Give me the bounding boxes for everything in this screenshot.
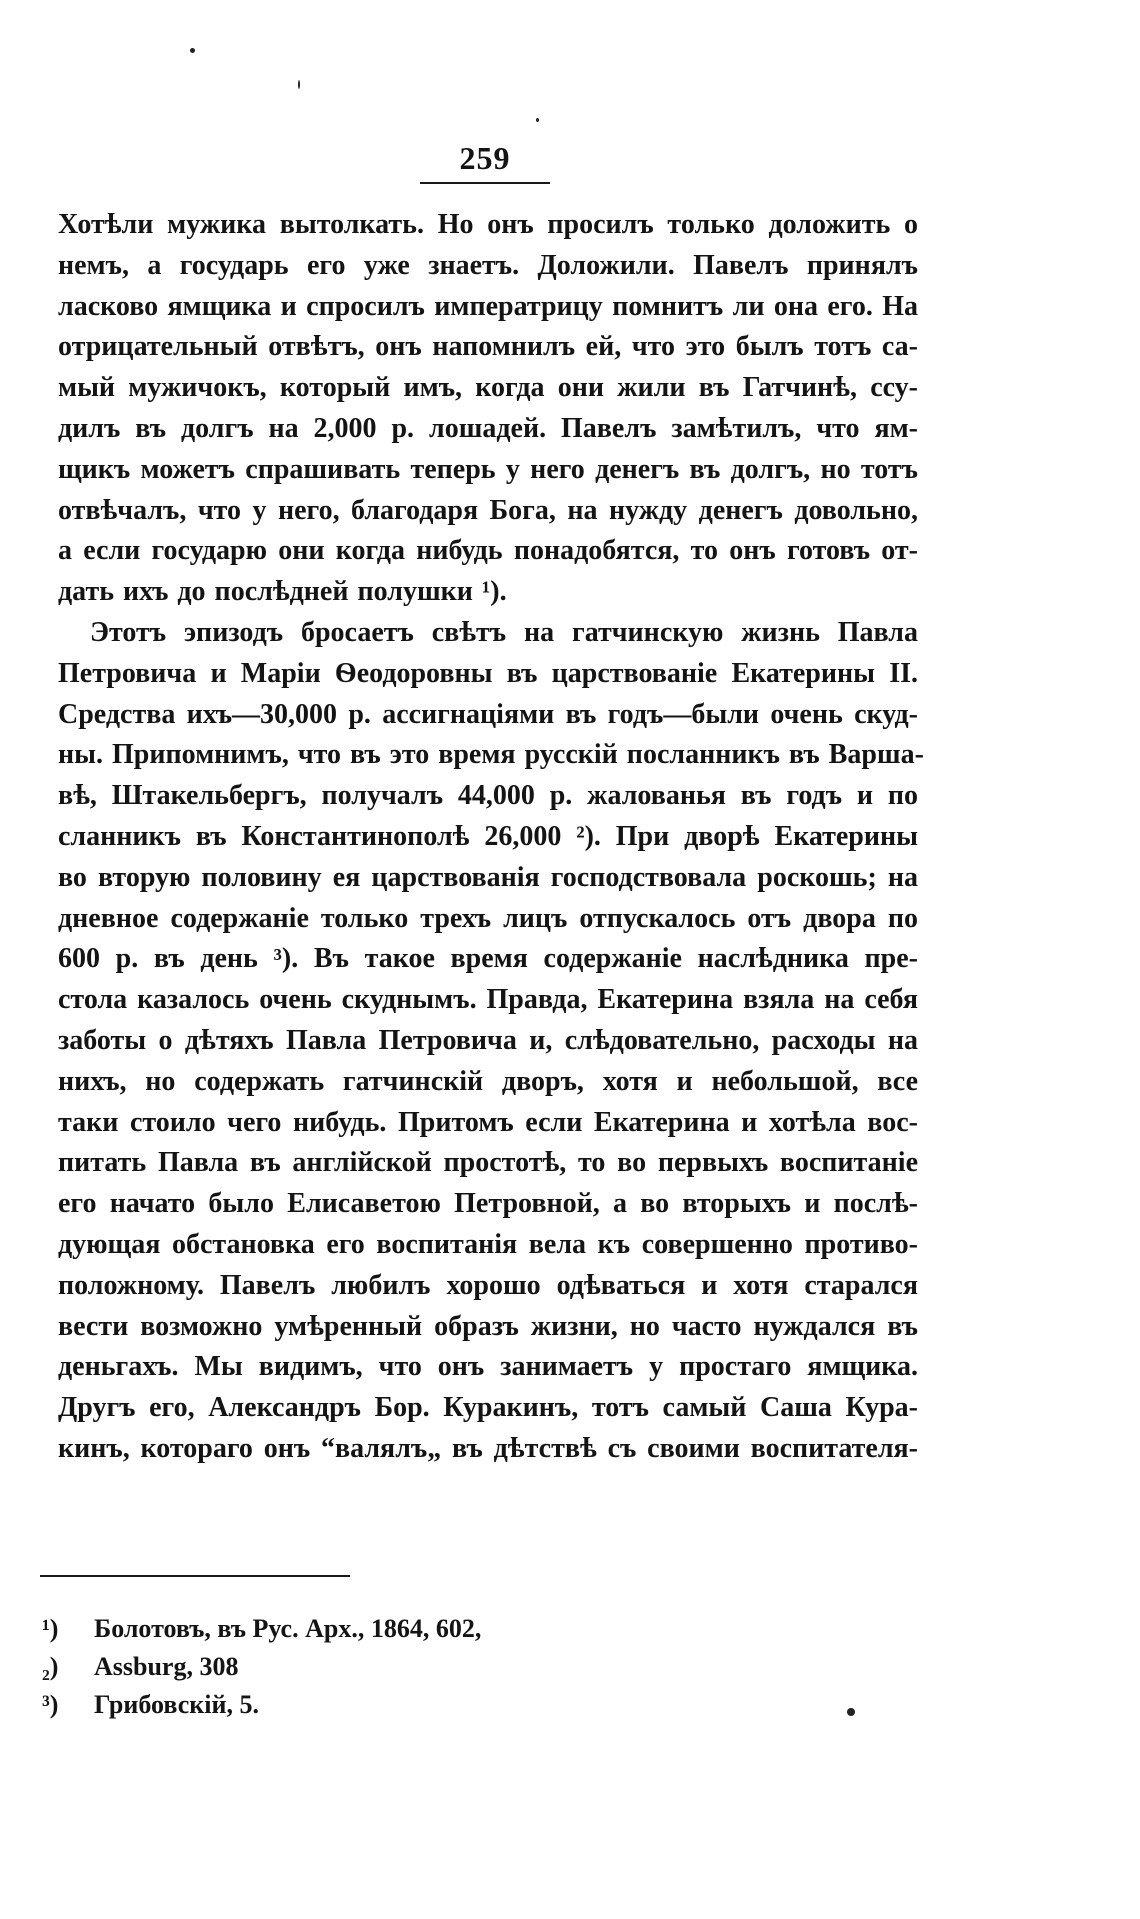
- text-line: Петровича и Маріи Ѳеодоровны въ царствованіе Екатерины II.: [58, 657, 918, 689]
- scan-speck: [536, 118, 539, 122]
- scan-speck: [298, 80, 300, 89]
- body-text: [58, 205, 924, 1470]
- text-line: мый мужичокъ, который имъ, когда они жили въ Гатчинѣ, ссу-: [58, 372, 918, 404]
- footnote-marker: ¹): [42, 1614, 59, 1643]
- page-number-underline: [420, 182, 550, 184]
- text-line: положному. Павелъ любилъ хорошо одѣваться и хотя старался: [58, 1269, 918, 1301]
- footnote-separator: [40, 1575, 350, 1577]
- text-line: немъ, а государь его уже знаетъ. Доложили. Павелъ принялъ: [58, 249, 918, 281]
- text-line: дневное содержаніе только трехъ лицъ отпускалось отъ двора по: [58, 902, 918, 934]
- text-line: Другъ его, Александръ Бор. Куракинъ, тотъ самый Саша Кура-: [58, 1392, 918, 1424]
- text-line: отрицательный отвѣтъ, онъ напомнилъ ей, что это былъ тотъ са-: [58, 331, 918, 363]
- text-line: таки стоило чего нибудь. Притомъ если Екатерина и хотѣла вос-: [58, 1106, 918, 1138]
- text-line: дать ихъ до послѣдней полушки ¹).: [58, 576, 507, 608]
- footnote-marker: ³): [42, 1690, 59, 1719]
- text-line: ны. Припомнимъ, что въ это время русскій посланникъ въ Варша-: [58, 739, 924, 771]
- scan-speck: [190, 48, 195, 53]
- footnotes: [42, 1610, 742, 1724]
- text-line: во вторую половину ея царствованія господствовала роскошь; на: [58, 861, 918, 893]
- footnote-marker: ₂): [42, 1652, 59, 1681]
- text-line: вести возможно умѣренный образъ жизни, но часто нуждался въ: [58, 1310, 918, 1342]
- text-line: дующая обстановка его воспитанія вела къ совершенно противо-: [58, 1228, 918, 1260]
- text-line: 600 р. въ день ³). Въ такое время содержаніе наслѣдника пре-: [58, 943, 918, 975]
- paragraph-2: [58, 613, 924, 1470]
- paragraph-1: [58, 205, 918, 613]
- text-line: заботы о дѣтяхъ Павла Петровича и, слѣдовательно, расходы на: [58, 1024, 918, 1056]
- text-line: Этотъ эпизодъ бросаетъ свѣтъ на гатчинскую жизнь Павла: [90, 616, 918, 648]
- footnote-text: Болотовъ, въ Рус. Арх., 1864, 602,: [94, 1614, 482, 1643]
- text-line: деньгахъ. Мы видимъ, что онъ занимаетъ у простаго ямщика.: [58, 1351, 918, 1383]
- footnote-text: Assburg, 308: [94, 1652, 239, 1681]
- text-line: а если государю они когда нибудь понадобятся, то онъ готовъ от-: [58, 535, 918, 567]
- scan-speck: [847, 1708, 855, 1716]
- text-line: щикъ можетъ спрашивать теперь у него денегъ въ долгъ, но тотъ: [58, 453, 918, 485]
- footnote-2: [42, 1648, 742, 1686]
- footnote-text: Грибовскій, 5.: [94, 1690, 259, 1719]
- text-line: вѣ, Штакельбергъ, получалъ 44,000 р. жалованья въ годъ и по: [58, 780, 918, 812]
- text-line: стола казалось очень скуднымъ. Правда, Екатерина взяла на себя: [58, 984, 918, 1016]
- text-line: нихъ, но содержать гатчинскій дворъ, хотя и небольшой, все: [58, 1065, 918, 1097]
- text-line: его начато было Елисаветою Петровной, а во вторыхъ и послѣ-: [58, 1188, 918, 1220]
- footnote-3: [42, 1686, 742, 1724]
- page-number: 259: [459, 140, 511, 176]
- footnote-1: [42, 1610, 742, 1648]
- text-line: дилъ въ долгъ на 2,000 р. лошадей. Павелъ замѣтилъ, что ям-: [58, 412, 918, 444]
- text-line: питать Павла въ англійской простотѣ, то во первыхъ воспитаніе: [58, 1147, 918, 1179]
- text-line: отвѣчалъ, что у него, благодаря Бога, на нужду денегъ довольно,: [58, 494, 918, 526]
- text-line: Хотѣли мужика вытолкать. Но онъ просилъ только доложить о: [58, 209, 918, 240]
- text-line: кинъ, котораго онъ “валялъ„ въ дѣтствѣ съ своими воспитателя-: [58, 1432, 918, 1464]
- text-line: Средства ихъ—30,000 р. ассигнаціями въ годъ—были очень скуд-: [58, 698, 918, 730]
- text-line: сланникъ въ Константинополѣ 26,000 ²). При дворѣ Екатерины: [58, 820, 918, 852]
- text-line: ласково ямщика и спросилъ императрицу помнитъ ли она его. На: [58, 290, 918, 322]
